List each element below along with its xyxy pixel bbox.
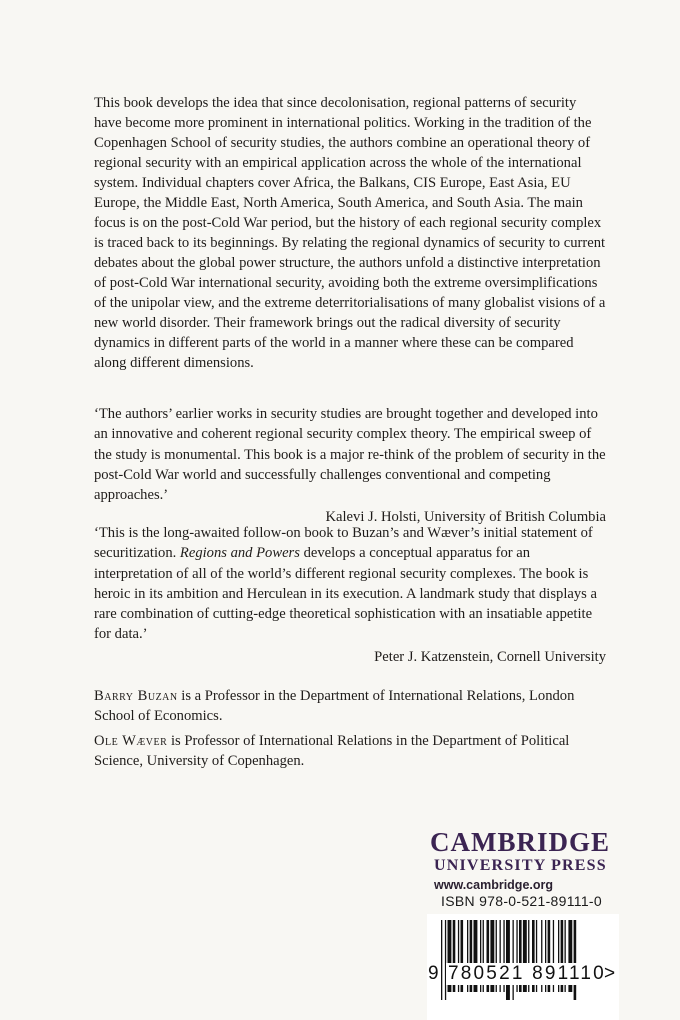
endorsement-attribution: Peter J. Katzenstein, Cornell University <box>374 648 606 665</box>
author-bio-text: is a Professor in the Department of International Relations, London School of Economics. <box>94 688 575 724</box>
endorsement-holsti <box>94 404 606 528</box>
barcode-bar <box>513 920 514 1000</box>
barcode-first-digit: 9 <box>428 963 439 984</box>
endorsement-text: ‘The authors’ earlier works in security studies are brought together and developed into an innovative and coherent regional security complex theory. The empirical sweep of the study is monumental. This book is a major re-think of the problem of security in the post-Cold War world and successfully challenges conventional and competing approaches.’ <box>94 406 606 504</box>
barcode-bar <box>441 920 442 1000</box>
book-title-italic: Regions and Powers <box>179 545 300 562</box>
publisher-name: CAMBRIDGE <box>430 827 611 857</box>
endorsement-katzenstein <box>94 523 606 667</box>
publisher-logo <box>430 828 620 894</box>
barcode-digits: 780521 891110 <box>448 963 606 984</box>
author-name: Barry Buzan <box>94 688 178 704</box>
author-bio-text: is Professor of International Relations in the Department of Political Science, University of Copenhagen. <box>94 733 570 769</box>
barcode-arrow: > <box>604 963 616 984</box>
author-bio-buzan <box>94 686 606 726</box>
barcode-bar <box>506 920 510 1000</box>
book-description: This book develops the idea that since decolonisation, regional patterns of security have become more prominent in international politics. Working in the tradition of the Copenhagen School of security studies, the authors combine an operational theory of regional security with an empirical application across the whole of the international system. Individual chapters cover Africa, the Balkans, CIS Europe, East Asia, EU Europe, the Middle East, North America, South America, and South Asia. The main focus is on the post-Cold War period, but the history of each regional security complex is traced back to its beginnings. By relating the regional dynamics of security to current debates about the global power structure, the authors unfold a distinctive interpretation of post-Cold War international security, avoiding both the extreme oversimplifications of the unipolar view, and the extreme deterritorialisations of many globalist visions of a new world disorder. Their framework brings out the radical diversity of security dynamics in different parts of the world in a manner where these can be compared along different dimensions. <box>94 95 606 371</box>
author-name: Ole Wæver <box>94 733 168 749</box>
endorsement-text-part: ‘This is the long-awaited follow-on book to Buzan’s and Wæver’s initial statement of securitization. <box>94 525 593 562</box>
publisher-subtitle: UNIVERSITY PRESS <box>434 857 607 874</box>
author-bio-waever <box>94 731 606 771</box>
barcode-bar <box>445 920 446 1000</box>
barcode-bar <box>574 920 577 1000</box>
endorsement-text <box>94 523 606 645</box>
publisher-url[interactable]: www.cambridge.org <box>434 878 554 892</box>
endorsement-text-part: develops a conceptual apparatus for an interpretation of all of the world’s different regional security complexes. The book is heroic in its ambition and Herculean in its execution. A landmark study that displays a rare combination of cutting-edge theoretical sophistication with an insatiable appetite for data.’ <box>94 545 597 643</box>
endorsement-attribution: Kalevi J. Holsti, University of British Columbia <box>325 509 606 526</box>
isbn-label: ISBN 978-0-521-89111-0 <box>441 893 602 909</box>
